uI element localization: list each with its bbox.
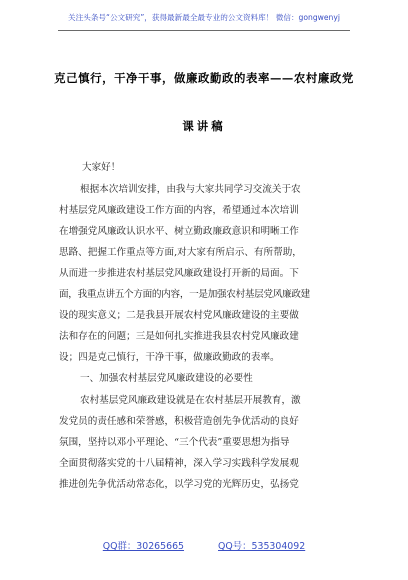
document-title-continuation: 课讲稿 (182, 119, 226, 133)
body-line: 在增强党风廉政认识水平、树立勤政廉政意识和明晰工作 (59, 226, 299, 237)
footer-contact (0, 538, 408, 552)
body-line: 农村基层党风廉政建设就是在农村基层开展教育，激 (80, 395, 301, 406)
footer-qq-group: QQ群：30265665 (102, 541, 185, 552)
body-line: 设；四是克己慎行，干净干事，做廉政勤政的表率。 (59, 352, 280, 363)
document-title: 克己慎行，干净干事，做廉政勤政的表率——农村廉政党 (54, 71, 354, 85)
body-line: 思路、把握工作重点等方面,对大家有所启示、有所帮助， (59, 247, 302, 258)
body-line: 村基层党风廉政建设工作方面的内容，希望通过本次培训 (59, 205, 299, 216)
body-line: 氛围，坚持以邓小平理论、“三个代表”重要思想为指导 (59, 437, 290, 448)
header-divider (58, 30, 350, 31)
section-heading: 一、加强农村基层党风廉政建设的必要性 (80, 373, 253, 384)
footer-qq-number: QQ号：535304092 (218, 541, 306, 552)
body-line: 设的现实意义；二是我县开展农村党风廉政建设的主要做 (59, 310, 299, 321)
body-line: 推进创先争优活动常态化，以学习党的光辉历史，弘扬党 (59, 479, 299, 490)
body-line: 面，我重点讲五个方面的内容，一是加强农村基层党风廉政建 (59, 289, 310, 300)
body-line: 法和存在的问题；三是如何扎实推进我县农村党风廉政建 (59, 331, 299, 342)
greeting: 大家好！ (82, 162, 121, 173)
body-line: 从而进一步推进农村基层党风廉政建设打开新的局面。下 (59, 268, 299, 279)
header-banner: 关注头条号“公文研究”，获得最新最全最专业的公文资料库！ 微信：gongwenyj (68, 13, 340, 22)
body-line: 全面贯彻落实党的十八届精神，深入学习实践科学发展观 (59, 458, 299, 469)
body-line: 发党员的责任感和荣誉感，积极营造创先争优活动的良好 (59, 416, 299, 427)
body-line: 根据本次培训安排，由我与大家共同学习交流关于农 (80, 184, 301, 195)
